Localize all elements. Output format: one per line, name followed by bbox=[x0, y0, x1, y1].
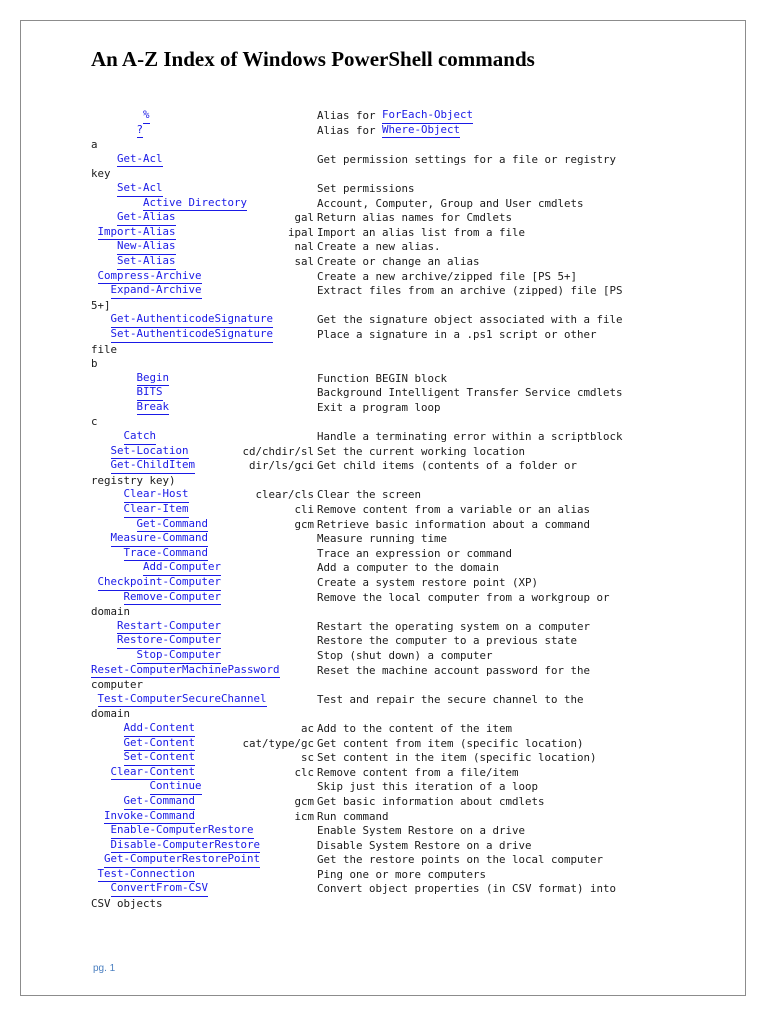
command-cell bbox=[91, 401, 317, 416]
command-entry bbox=[91, 547, 721, 562]
description-continuation: key bbox=[91, 167, 111, 181]
command-description: Test and repair the secure channel to the bbox=[317, 692, 584, 706]
alias-target-link[interactable]: ForEach-Object bbox=[382, 109, 473, 124]
command-alias bbox=[254, 824, 317, 839]
command-entry bbox=[91, 751, 721, 766]
command-link[interactable]: Get-Acl bbox=[117, 153, 163, 168]
command-cell bbox=[91, 780, 317, 795]
command-description: Measure running time bbox=[317, 532, 448, 546]
command-entry bbox=[91, 182, 721, 197]
command-cell bbox=[91, 591, 317, 606]
command-link[interactable]: Get-AuthenticodeSignature bbox=[111, 313, 274, 328]
command-entry bbox=[91, 737, 721, 752]
command-description: Get the signature object associated with a file bbox=[317, 313, 623, 327]
command-entry bbox=[91, 372, 721, 387]
command-cell bbox=[91, 197, 317, 212]
command-link[interactable]: Stop-Computer bbox=[137, 649, 222, 664]
description-continuation: computer bbox=[91, 678, 144, 692]
command-entry bbox=[91, 853, 721, 868]
command-cell bbox=[91, 430, 317, 445]
command-alias bbox=[280, 664, 317, 679]
command-alias bbox=[202, 284, 317, 299]
command-alias: nal bbox=[294, 240, 314, 254]
command-entry bbox=[91, 780, 721, 795]
command-entry bbox=[91, 328, 721, 343]
command-alias: icm bbox=[294, 809, 314, 823]
command-alias bbox=[169, 401, 317, 416]
command-alias: gal bbox=[294, 211, 314, 225]
command-cell bbox=[91, 372, 317, 387]
command-link[interactable]: Set-Content bbox=[124, 751, 196, 766]
command-description: Add to the content of the item bbox=[317, 721, 513, 735]
command-entry bbox=[91, 664, 721, 679]
command-entry bbox=[91, 386, 721, 401]
command-description: Function BEGIN block bbox=[317, 371, 448, 385]
command-cell bbox=[91, 766, 317, 781]
command-alias bbox=[202, 780, 317, 795]
command-description: Convert object properties (in CSV format) into bbox=[317, 882, 617, 896]
command-link[interactable]: Expand-Archive bbox=[111, 284, 202, 299]
command-description: Get permission settings for a file or registry bbox=[317, 152, 617, 166]
command-alias bbox=[221, 591, 317, 606]
command-description: Get child items (contents of a folder or bbox=[317, 459, 578, 473]
document-page bbox=[20, 20, 746, 996]
command-entry bbox=[91, 211, 721, 226]
command-entry bbox=[91, 532, 721, 547]
command-alias bbox=[260, 853, 317, 868]
command-description: Reset the machine account password for the bbox=[317, 663, 591, 677]
command-cell bbox=[91, 620, 317, 635]
command-link[interactable]: Set-Alias bbox=[117, 255, 176, 270]
command-alias: cat/type/gc bbox=[242, 736, 314, 750]
command-link[interactable]: Active Directory bbox=[143, 197, 247, 212]
description-continuation: domain bbox=[91, 605, 131, 619]
command-description: Extract files from an archive (zipped) file [PS bbox=[317, 284, 623, 298]
command-description: Get content from item (specific location) bbox=[317, 736, 584, 750]
command-alias bbox=[163, 182, 317, 197]
command-entry bbox=[91, 284, 721, 299]
command-description: Create a system restore point (XP) bbox=[317, 576, 539, 589]
command-cell bbox=[91, 868, 317, 883]
command-entry bbox=[91, 503, 721, 518]
command-description: Create or change an alias bbox=[317, 254, 480, 268]
command-link[interactable]: Get-Alias bbox=[117, 211, 176, 226]
command-entry bbox=[91, 459, 721, 474]
command-alias bbox=[163, 153, 317, 168]
page-title: An A-Z Index of Windows PowerShell commands bbox=[91, 47, 535, 71]
page-number: pg. 1 bbox=[93, 963, 116, 974]
command-alias bbox=[260, 839, 317, 854]
command-description: Get the restore points on the local computer bbox=[317, 853, 604, 867]
command-cell bbox=[91, 328, 317, 343]
command-link[interactable]: Set-AuthenticodeSignature bbox=[111, 328, 274, 343]
command-cell bbox=[91, 853, 317, 868]
command-description: Alias for bbox=[317, 123, 383, 137]
command-cell bbox=[91, 839, 317, 854]
command-cell bbox=[91, 488, 317, 503]
command-link[interactable]: Enable-ComputerRestore bbox=[111, 824, 254, 839]
command-alias: clc bbox=[294, 765, 314, 779]
command-cell bbox=[91, 226, 317, 241]
command-description: Exit a program loop bbox=[317, 400, 441, 414]
command-alias bbox=[208, 532, 317, 547]
command-alias: sal bbox=[294, 254, 314, 268]
command-link[interactable]: Remove-Computer bbox=[124, 591, 222, 606]
command-description: Account, Computer, Group and User cmdlets bbox=[317, 196, 584, 210]
description-continuation: CSV objects bbox=[91, 897, 163, 911]
command-link[interactable]: Restore-Computer bbox=[117, 634, 221, 649]
command-link[interactable]: Get-ComputerRestorePoint bbox=[104, 853, 260, 868]
command-cell bbox=[91, 240, 317, 255]
command-cell bbox=[91, 882, 317, 897]
command-cell bbox=[91, 459, 317, 474]
command-link[interactable]: % bbox=[143, 109, 150, 124]
command-alias bbox=[221, 576, 317, 591]
command-description: Alias for bbox=[317, 109, 383, 122]
command-entry bbox=[91, 430, 721, 445]
command-description: Create a new archive/zipped file [PS 5+] bbox=[317, 269, 578, 283]
command-entry bbox=[91, 153, 721, 168]
command-description: Disable System Restore on a drive bbox=[317, 838, 532, 852]
command-link[interactable]: Reset-ComputerMachinePassword bbox=[91, 664, 280, 679]
command-cell bbox=[91, 255, 317, 270]
section-letter: c bbox=[91, 415, 98, 429]
command-cell bbox=[91, 664, 317, 679]
command-description: Skip just this iteration of a loop bbox=[317, 780, 539, 794]
command-cell bbox=[91, 751, 317, 766]
command-cell bbox=[91, 561, 317, 576]
command-alias: dir/ls/gci bbox=[248, 459, 314, 473]
command-entry bbox=[91, 109, 721, 124]
command-alias: cd/chdir/sl bbox=[242, 444, 314, 458]
command-alias: ipal bbox=[287, 225, 314, 239]
command-alias bbox=[273, 313, 317, 328]
command-alias bbox=[208, 882, 317, 897]
command-link[interactable]: Set-Location bbox=[111, 445, 189, 460]
command-entry bbox=[91, 882, 721, 897]
command-description: Return alias names for Cmdlets bbox=[317, 211, 513, 225]
command-description: Restore the computer to a previous state bbox=[317, 634, 578, 648]
command-cell bbox=[91, 649, 317, 664]
command-alias bbox=[221, 561, 317, 576]
command-alias bbox=[163, 386, 317, 401]
command-entry bbox=[91, 124, 721, 139]
command-link[interactable]: Add-Computer bbox=[143, 561, 221, 576]
command-description: Set permissions bbox=[317, 181, 415, 195]
command-link[interactable]: Clear-Host bbox=[124, 488, 189, 503]
command-description: Run command bbox=[317, 809, 389, 823]
command-cell bbox=[91, 532, 317, 547]
command-cell bbox=[91, 824, 317, 839]
command-index-list bbox=[91, 109, 721, 912]
command-entry bbox=[91, 270, 721, 285]
command-alias: gcm bbox=[294, 517, 314, 531]
command-entry bbox=[91, 240, 721, 255]
command-cell bbox=[91, 634, 317, 649]
command-alias bbox=[169, 372, 317, 387]
command-link[interactable]: Set-Acl bbox=[117, 182, 163, 197]
command-link[interactable]: Get-Content bbox=[124, 737, 196, 752]
command-link[interactable]: BITS bbox=[137, 386, 163, 401]
command-link[interactable]: New-Alias bbox=[117, 240, 176, 255]
command-cell bbox=[91, 810, 317, 825]
command-alias bbox=[267, 693, 317, 708]
command-cell bbox=[91, 284, 317, 299]
command-entry bbox=[91, 445, 721, 460]
command-link[interactable]: Disable-ComputerRestore bbox=[111, 839, 261, 854]
command-link[interactable]: Import-Alias bbox=[98, 226, 176, 241]
command-alias bbox=[143, 124, 317, 139]
command-alias bbox=[247, 197, 317, 212]
command-description: Set content in the item (specific location) bbox=[317, 751, 597, 765]
command-entry bbox=[91, 722, 721, 737]
section-letter: a bbox=[91, 138, 98, 152]
command-description: Set the current working location bbox=[317, 444, 526, 458]
command-alias bbox=[273, 328, 317, 343]
command-description: Import an alias list from a file bbox=[317, 225, 526, 239]
command-description: Remove the local computer from a workgroup or bbox=[317, 590, 610, 604]
command-cell bbox=[91, 576, 317, 591]
command-alias bbox=[221, 649, 317, 664]
command-entry bbox=[91, 766, 721, 781]
command-description: Restart the operating system on a computer bbox=[317, 619, 591, 633]
command-entry bbox=[91, 634, 721, 649]
command-link[interactable]: Test-Connection bbox=[98, 868, 196, 883]
command-description: Place a signature in a .ps1 script or other bbox=[317, 327, 597, 341]
command-entry bbox=[91, 810, 721, 825]
command-entry bbox=[91, 824, 721, 839]
command-description: Trace an expression or command bbox=[317, 546, 513, 560]
command-link[interactable]: Trace-Command bbox=[124, 547, 209, 562]
command-cell bbox=[91, 445, 317, 460]
command-description: Get basic information about cmdlets bbox=[317, 794, 545, 808]
command-alias: cli bbox=[294, 503, 314, 517]
command-alias: gcm bbox=[294, 794, 314, 808]
command-entry bbox=[91, 197, 721, 212]
command-entry bbox=[91, 591, 721, 606]
command-cell bbox=[91, 737, 317, 752]
command-cell bbox=[91, 270, 317, 285]
command-entry bbox=[91, 226, 721, 241]
command-cell bbox=[91, 124, 317, 139]
command-link[interactable]: Compress-Archive bbox=[98, 270, 202, 285]
command-description: Clear the screen bbox=[317, 488, 422, 502]
command-entry bbox=[91, 576, 721, 591]
command-alias: ac bbox=[300, 721, 314, 735]
description-continuation: registry key) bbox=[91, 473, 176, 487]
command-entry bbox=[91, 620, 721, 635]
command-alias: sc bbox=[300, 751, 314, 765]
command-description: Remove content from a file/item bbox=[317, 765, 519, 779]
description-continuation: 5+] bbox=[91, 298, 111, 312]
command-link[interactable]: Begin bbox=[137, 372, 170, 387]
command-link[interactable]: Get-ChildItem bbox=[111, 459, 196, 474]
command-link[interactable]: Clear-Content bbox=[111, 766, 196, 781]
command-link[interactable]: Add-Content bbox=[124, 722, 196, 737]
command-link[interactable]: Measure-Command bbox=[111, 532, 209, 547]
command-cell bbox=[91, 503, 317, 518]
description-continuation: file bbox=[91, 342, 118, 356]
command-alias bbox=[221, 620, 317, 635]
command-entry bbox=[91, 401, 721, 416]
command-link[interactable]: Clear-Item bbox=[124, 503, 189, 518]
command-cell bbox=[91, 153, 317, 168]
command-link[interactable]: Catch bbox=[124, 430, 157, 445]
alias-target-link[interactable]: Where-Object bbox=[382, 124, 460, 139]
command-entry bbox=[91, 255, 721, 270]
command-entry bbox=[91, 313, 721, 328]
command-alias bbox=[150, 109, 317, 124]
command-alias bbox=[202, 270, 317, 285]
command-alias bbox=[208, 547, 317, 562]
command-alias: clear/cls bbox=[255, 488, 314, 502]
command-link[interactable]: Test-ComputerSecureChannel bbox=[98, 693, 267, 708]
command-description: Retrieve basic information about a command bbox=[317, 517, 591, 531]
command-link[interactable]: Invoke-Command bbox=[104, 810, 195, 825]
command-link[interactable]: Get-Command bbox=[137, 518, 209, 533]
command-entry bbox=[91, 868, 721, 883]
command-cell bbox=[91, 313, 317, 328]
command-entry bbox=[91, 649, 721, 664]
command-cell bbox=[91, 795, 317, 810]
command-link[interactable]: Get-Command bbox=[124, 795, 196, 810]
command-description: Create a new alias. bbox=[317, 240, 441, 254]
command-link[interactable]: Break bbox=[137, 401, 170, 416]
command-cell bbox=[91, 547, 317, 562]
command-link[interactable]: ? bbox=[137, 124, 144, 139]
command-cell bbox=[91, 693, 317, 708]
command-entry bbox=[91, 795, 721, 810]
command-cell bbox=[91, 182, 317, 197]
command-description: Background Intelligent Transfer Service cmdlets bbox=[317, 386, 623, 400]
command-description: Add a computer to the domain bbox=[317, 561, 500, 575]
command-entry bbox=[91, 488, 721, 503]
command-cell bbox=[91, 386, 317, 401]
command-alias bbox=[195, 868, 317, 883]
command-description: Handle a terminating error within a scriptblock bbox=[317, 430, 623, 444]
command-cell bbox=[91, 109, 317, 124]
command-description: Remove content from a variable or an alias bbox=[317, 503, 591, 517]
command-alias bbox=[221, 634, 317, 649]
command-link[interactable]: ConvertFrom-CSV bbox=[111, 882, 209, 897]
command-entry bbox=[91, 693, 721, 708]
command-description: Stop (shut down) a computer bbox=[317, 648, 493, 662]
command-cell bbox=[91, 722, 317, 737]
command-cell bbox=[91, 211, 317, 226]
command-description: Enable System Restore on a drive bbox=[317, 824, 526, 838]
section-letter: b bbox=[91, 357, 98, 371]
command-alias bbox=[156, 430, 317, 445]
command-link[interactable]: Continue bbox=[150, 780, 202, 795]
command-description: Ping one or more computers bbox=[317, 867, 487, 881]
description-continuation: domain bbox=[91, 707, 131, 721]
command-cell bbox=[91, 518, 317, 533]
command-entry bbox=[91, 518, 721, 533]
command-entry bbox=[91, 561, 721, 576]
command-entry bbox=[91, 839, 721, 854]
command-link[interactable]: Restart-Computer bbox=[117, 620, 221, 635]
command-link[interactable]: Checkpoint-Computer bbox=[98, 576, 222, 591]
